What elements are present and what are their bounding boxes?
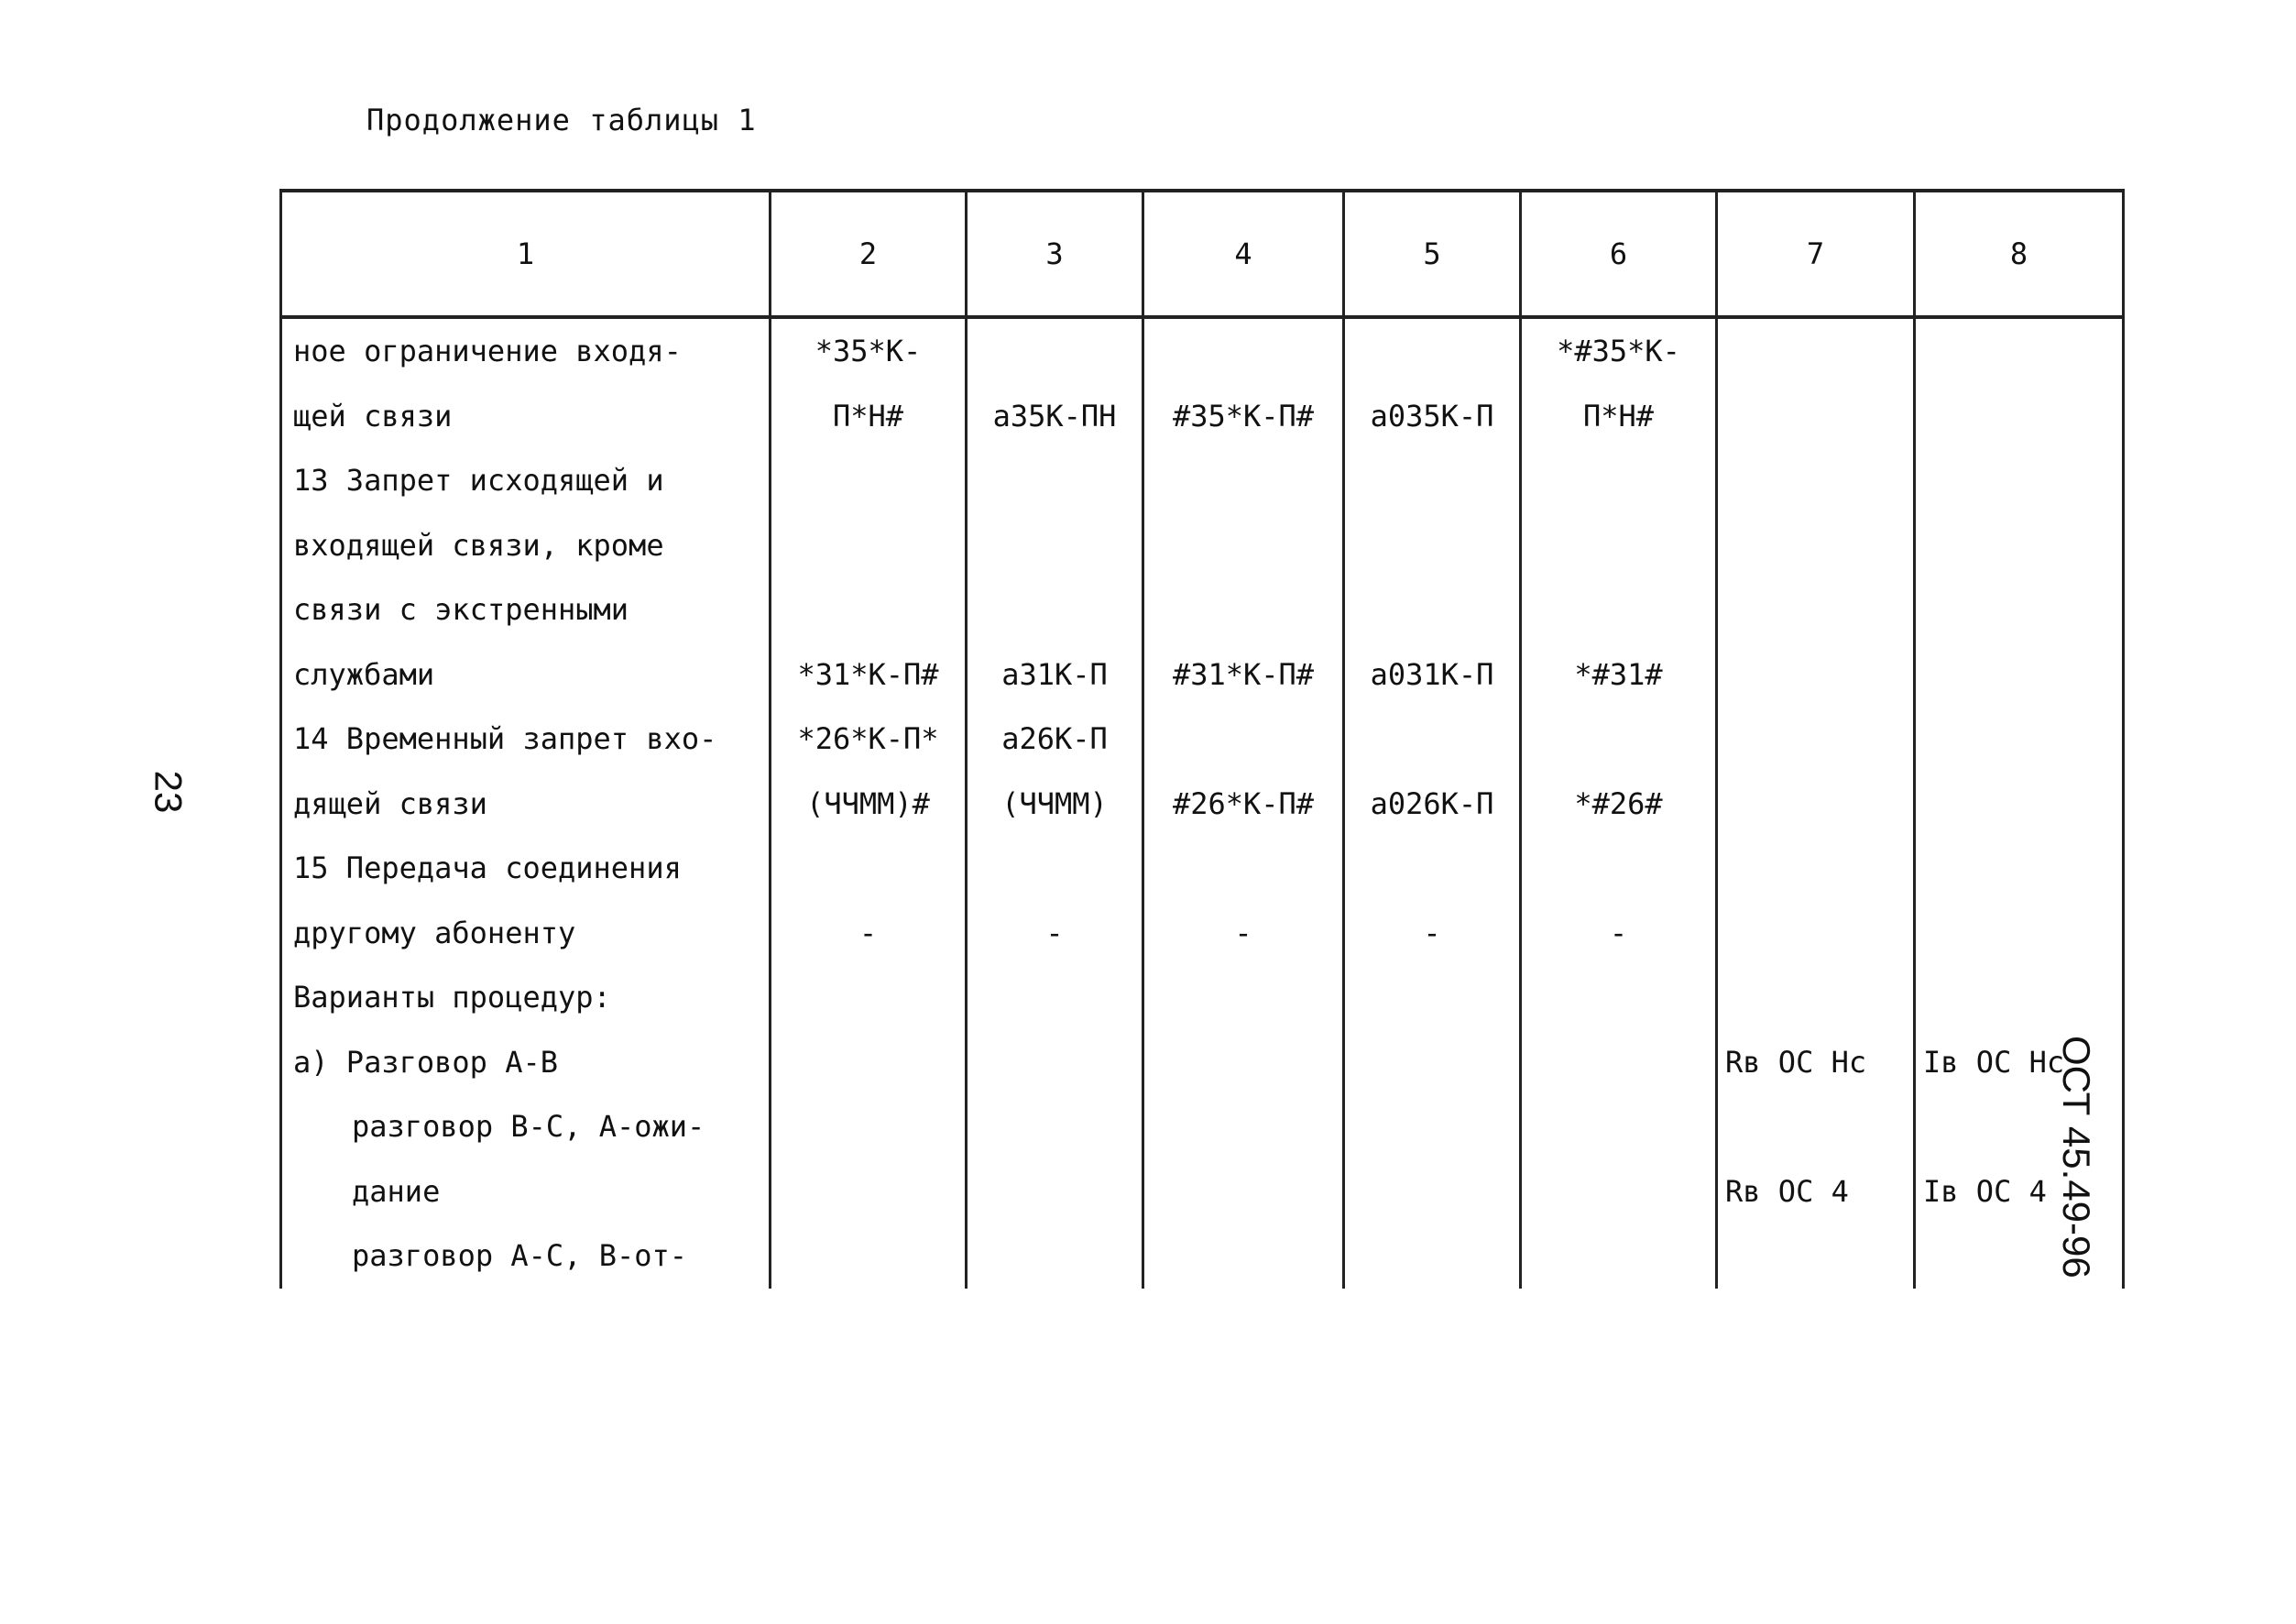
table-cell: [1143, 1030, 1344, 1095]
header-cell: 2: [771, 191, 967, 317]
row-label-cell: разговор В-С, А-ожи-: [281, 1094, 771, 1159]
table-cell: [1915, 317, 2124, 384]
table-cell: [1344, 513, 1521, 578]
table-cell: Iв ОС Нс: [1915, 1030, 2124, 1095]
table-cell: [1915, 642, 2124, 708]
table-row: [281, 1159, 2124, 1224]
table-cell: Rв ОС Нс: [1717, 1030, 1915, 1095]
table-cell: [771, 1030, 967, 1095]
row-label-cell: 15 Передача соединения: [281, 836, 771, 901]
table-cell: -: [1344, 901, 1521, 966]
procedure-table: [279, 189, 2125, 1289]
row-label-cell: Варианты процедур:: [281, 965, 771, 1030]
table-cell: [1915, 965, 2124, 1030]
table-cell: [1143, 965, 1344, 1030]
table-cell: [1344, 577, 1521, 642]
table-cell: *35*К-: [771, 317, 967, 384]
table-cell: [1143, 317, 1344, 384]
table-cell: а031К-П: [1344, 642, 1521, 708]
row-label-cell: 13 Запрет исходящей и: [281, 448, 771, 513]
table-cell: [967, 965, 1143, 1030]
table-cell: [1717, 448, 1915, 513]
table-cell: [771, 1223, 967, 1289]
table-row: [281, 317, 2124, 384]
table-row: [281, 642, 2124, 708]
table-cell: [1521, 448, 1717, 513]
table-cell: *#26#: [1521, 772, 1717, 837]
row-label-cell: щей связи: [281, 384, 771, 449]
table-cell: а26К-П: [967, 707, 1143, 772]
table-cell: -: [967, 901, 1143, 966]
row-label-cell: другому абоненту: [281, 901, 771, 966]
table-row: [281, 836, 2124, 901]
table-cell: [967, 448, 1143, 513]
table-cell: [1717, 901, 1915, 966]
header-cell: 6: [1521, 191, 1717, 317]
row-label-cell: дящей связи: [281, 772, 771, 837]
table-cell: [1143, 513, 1344, 578]
table-cell: [1915, 836, 2124, 901]
table-cell: [967, 317, 1143, 384]
row-label-cell: входящей связи, кроме: [281, 513, 771, 578]
table-cell: [771, 513, 967, 578]
row-label-cell: а) Разговор А-В: [281, 1030, 771, 1095]
table-cell: [1143, 577, 1344, 642]
table-cell: [967, 1159, 1143, 1224]
header-cell: 8: [1915, 191, 2124, 317]
header-cell: 4: [1143, 191, 1344, 317]
table-cell: [1717, 513, 1915, 578]
table-cell: -: [771, 901, 967, 966]
table-cell: [771, 836, 967, 901]
table-cell: [1143, 707, 1344, 772]
table-cell: [1521, 1094, 1717, 1159]
table-cell: [1717, 577, 1915, 642]
table-cell: [771, 965, 967, 1030]
table-cell: [1344, 707, 1521, 772]
row-label-cell: дание: [281, 1159, 771, 1224]
table-row: [281, 577, 2124, 642]
table-cell: [1717, 642, 1915, 708]
table-cell: [1717, 1094, 1915, 1159]
row-label-cell: разговор А-С, В-от-: [281, 1223, 771, 1289]
table-row: [281, 384, 2124, 449]
table-cell: [1344, 1159, 1521, 1224]
table-cell: а35К-ПН: [967, 384, 1143, 449]
table-row: [281, 965, 2124, 1030]
table-cell: [1521, 707, 1717, 772]
table-cell: #26*К-П#: [1143, 772, 1344, 837]
table-row: [281, 448, 2124, 513]
table-cell: [1915, 707, 2124, 772]
table-row: [281, 707, 2124, 772]
table-cell: [1143, 1159, 1344, 1224]
row-label-cell: 14 Временный запрет вхо-: [281, 707, 771, 772]
table-cell: [1344, 1094, 1521, 1159]
table-cell: [1143, 1223, 1344, 1289]
table-row: [281, 772, 2124, 837]
row-label-cell: ное ограничение входя-: [281, 317, 771, 384]
table-cell: [1521, 1159, 1717, 1224]
table-cell: [1915, 901, 2124, 966]
table-cell: [1717, 965, 1915, 1030]
table-cell: [1521, 1030, 1717, 1095]
table-cell: [1521, 836, 1717, 901]
table-cell: *#35*К-: [1521, 317, 1717, 384]
table-cell: [1717, 1223, 1915, 1289]
table-cell: *26*К-П*: [771, 707, 967, 772]
table-cell: Rв ОС 4: [1717, 1159, 1915, 1224]
table-cell: #35*К-П#: [1143, 384, 1344, 449]
table-cell: [1717, 836, 1915, 901]
table-cell: [1143, 836, 1344, 901]
table-cell: Iв ОС 4: [1915, 1159, 2124, 1224]
table-cell: *#31#: [1521, 642, 1717, 708]
table-cell: (ЧЧММ)#: [771, 772, 967, 837]
table-cell: (ЧЧММ): [967, 772, 1143, 837]
table-row: [281, 1223, 2124, 1289]
table-cell: [1915, 772, 2124, 837]
table-cell: П*Н#: [771, 384, 967, 449]
table-cell: [1717, 317, 1915, 384]
table-cell: [1344, 448, 1521, 513]
table-cell: [967, 836, 1143, 901]
table-cell: П*Н#: [1521, 384, 1717, 449]
table-cell: [1915, 384, 2124, 449]
table-row: [281, 513, 2124, 578]
table-cell: [771, 1094, 967, 1159]
table-row: [281, 1030, 2124, 1095]
table-cell: #31*К-П#: [1143, 642, 1344, 708]
table-cell: [1521, 577, 1717, 642]
table-cell: *31*К-П#: [771, 642, 967, 708]
table-cell: [1344, 1030, 1521, 1095]
table-cell: [1344, 317, 1521, 384]
table-cell: [967, 577, 1143, 642]
table-row: [281, 1094, 2124, 1159]
table-cell: [967, 1223, 1143, 1289]
table-cell: [1717, 707, 1915, 772]
table-cell: [1717, 772, 1915, 837]
table-cell: [1521, 513, 1717, 578]
table-cell: [1143, 448, 1344, 513]
header-row: [281, 191, 2124, 317]
header-cell: 3: [967, 191, 1143, 317]
page-number: 23: [147, 770, 191, 814]
row-label-cell: службами: [281, 642, 771, 708]
table-cell: [771, 1159, 967, 1224]
table-cell: а026К-П: [1344, 772, 1521, 837]
table-cell: [1143, 1094, 1344, 1159]
table-caption: Продолжение таблицы 1: [366, 103, 757, 137]
table-cell: [1344, 836, 1521, 901]
table-cell: [1344, 965, 1521, 1030]
document-reference: ОСТ 45.49-96: [2055, 1036, 2098, 1278]
table-cell: а035К-П: [1344, 384, 1521, 449]
table-cell: -: [1143, 901, 1344, 966]
table-row: [281, 901, 2124, 966]
table-cell: [1344, 1223, 1521, 1289]
table-cell: [967, 1094, 1143, 1159]
table-cell: [1915, 577, 2124, 642]
table-cell: [1915, 448, 2124, 513]
table-cell: [967, 1030, 1143, 1095]
header-cell: 1: [281, 191, 771, 317]
header-cell: 5: [1344, 191, 1521, 317]
table-cell: а31К-П: [967, 642, 1143, 708]
table-cell: [1717, 384, 1915, 449]
header-cell: 7: [1717, 191, 1915, 317]
table-body: [281, 317, 2124, 1289]
table-cell: [1521, 1223, 1717, 1289]
table-cell: [771, 577, 967, 642]
table-cell: [1521, 965, 1717, 1030]
table-cell: [1915, 513, 2124, 578]
table-cell: [967, 513, 1143, 578]
table-cell: [771, 448, 967, 513]
row-label-cell: связи с экстренными: [281, 577, 771, 642]
table-cell: -: [1521, 901, 1717, 966]
